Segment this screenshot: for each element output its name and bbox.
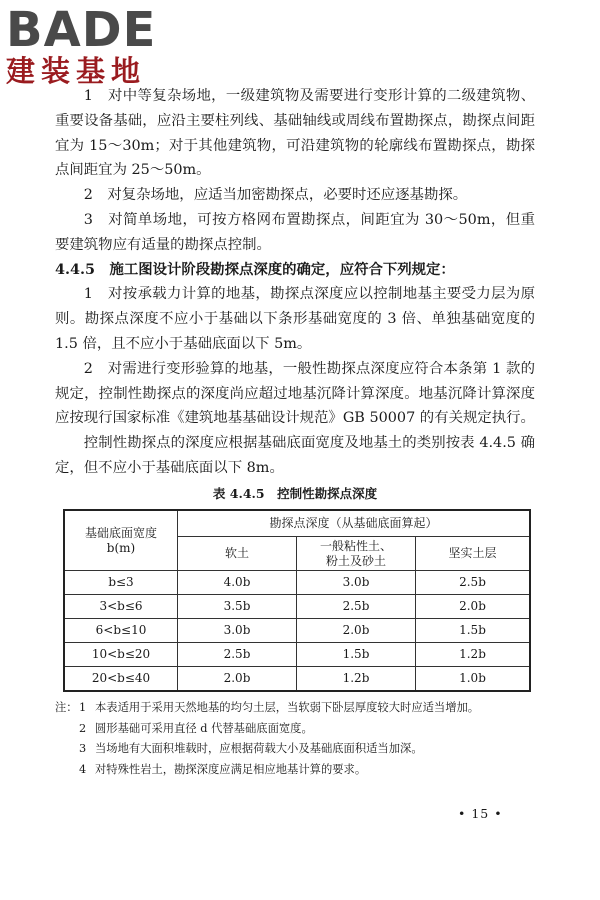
table-notes — [55, 698, 535, 780]
table-row — [64, 643, 530, 667]
cell-width: 20<b≤40 — [64, 667, 178, 692]
paragraph-clause-1: 1 对中等复杂场地，一级建筑物及需要进行变形计算的二级建筑物、重要设备基础，应沿主要柱列线、基础轴线或周线布置勘探点，勘探点间距宜为 15～30m；对于其他建筑物，可沿建筑物的轮廓线布置勘探点，勘探点间距宜为 25～50m。 — [55, 88, 535, 179]
note-2-text: 圆形基础可采用直径 d 代替基础底面宽度。 — [95, 721, 313, 735]
paragraph-clause-2: 2 对复杂场地，应适当加密勘探点，必要时还应逐基勘探。 — [83, 187, 468, 204]
table-row — [64, 667, 530, 692]
header-hard-soil: 坚实土层 — [416, 537, 531, 571]
document-body — [55, 84, 535, 780]
notes-label: 注： — [55, 701, 78, 715]
cell-soft: 2.5b — [178, 643, 297, 667]
cell-hard: 1.5b — [416, 619, 531, 643]
cell-general: 2.0b — [297, 619, 416, 643]
section-4-4-5: 4.4.5 施工图设计阶段勘探点深度的确定，应符合下列规定： — [55, 260, 455, 278]
paragraph-bearing-capacity: 1 对按承载力计算的地基，勘探点深度应以控制地基主要受力层为原则。勘探点深度不应小于基础以下条形基础宽度的 3 倍、单独基础宽度的 1.5 倍，且不应小于基础底面以下 5m。 — [55, 286, 535, 352]
cell-general: 1.5b — [297, 643, 416, 667]
cell-hard: 1.2b — [416, 643, 531, 667]
cell-soft: 3.0b — [178, 619, 297, 643]
cell-hard: 1.0b — [416, 667, 531, 692]
cell-soft: 3.5b — [178, 595, 297, 619]
cell-width: 3<b≤6 — [64, 595, 178, 619]
note-3 — [55, 739, 535, 760]
cell-general: 1.2b — [297, 667, 416, 692]
cell-soft: 2.0b — [178, 667, 297, 692]
logo-wordmark: BADE — [6, 2, 157, 58]
note-1-number: 1 — [79, 701, 87, 715]
note-2 — [55, 719, 535, 740]
table-row — [64, 619, 530, 643]
cell-soft: 4.0b — [178, 571, 297, 595]
header-general-soil-line1: 一般粘性土、 — [319, 538, 392, 553]
table-row — [64, 571, 530, 595]
table-row — [64, 595, 530, 619]
logo — [6, 4, 156, 88]
cell-width: 10<b≤20 — [64, 643, 178, 667]
note-4-number: 4 — [79, 762, 87, 776]
cell-width: 6<b≤10 — [64, 619, 178, 643]
note-4 — [55, 760, 535, 781]
paragraph-clause-3: 3 对简单场地，可按方格网布置勘探点，间距宜为 30～50m，但重要建筑物应有适量的勘探点控制。 — [55, 211, 535, 253]
paragraph-control-depth: 控制性勘探点的深度应根据基础底面宽度及地基土的类别按表 4.4.5 确定，但不应小于基础底面以下 8m。 — [55, 435, 535, 476]
note-3-number: 3 — [79, 742, 87, 756]
header-foundation-width — [64, 510, 178, 571]
depth-table — [63, 509, 531, 693]
header-foundation-width-line2: b(m) — [106, 540, 136, 555]
table-caption: 表 4.4.5 控制性勘探点深度 — [212, 485, 378, 501]
page-number: • 15 • — [458, 806, 503, 821]
cell-width: b≤3 — [64, 571, 178, 595]
cell-hard: 2.0b — [416, 595, 531, 619]
note-3-text: 当场地有大面积堆载时，应根据荷载大小及基础底面积适当加深。 — [95, 742, 423, 756]
header-foundation-width-line1: 基础底面宽度 — [84, 525, 157, 540]
cell-general: 2.5b — [297, 595, 416, 619]
header-general-soil — [297, 537, 416, 571]
note-4-text: 对特殊性岩土，勘探深度应满足相应地基计算的要求。 — [95, 762, 367, 776]
header-depth-group: 勘探点深度（从基础底面算起） — [178, 510, 531, 537]
note-2-number: 2 — [79, 721, 87, 735]
note-1 — [55, 698, 535, 719]
header-general-soil-line2: 粉土及砂土 — [325, 553, 386, 568]
header-soft-soil: 软土 — [178, 537, 297, 571]
note-1-text: 本表适用于采用天然地基的均匀土层，当软弱下卧层厚度较大时应适当增加。 — [95, 701, 480, 715]
logo-subtitle: 建装基地 — [6, 54, 147, 88]
cell-hard: 2.5b — [416, 571, 531, 595]
cell-general: 3.0b — [297, 571, 416, 595]
paragraph-deformation: 2 对需进行变形验算的地基，一般性勘探点深度应符合本条第 1 款的规定，控制性勘探点的深度尚应超过地基沉降计算深度。地基沉降计算深度应按现行国家标准《建筑地基基础设计规范》GB 50007 的有关规定执行。 — [55, 360, 535, 427]
